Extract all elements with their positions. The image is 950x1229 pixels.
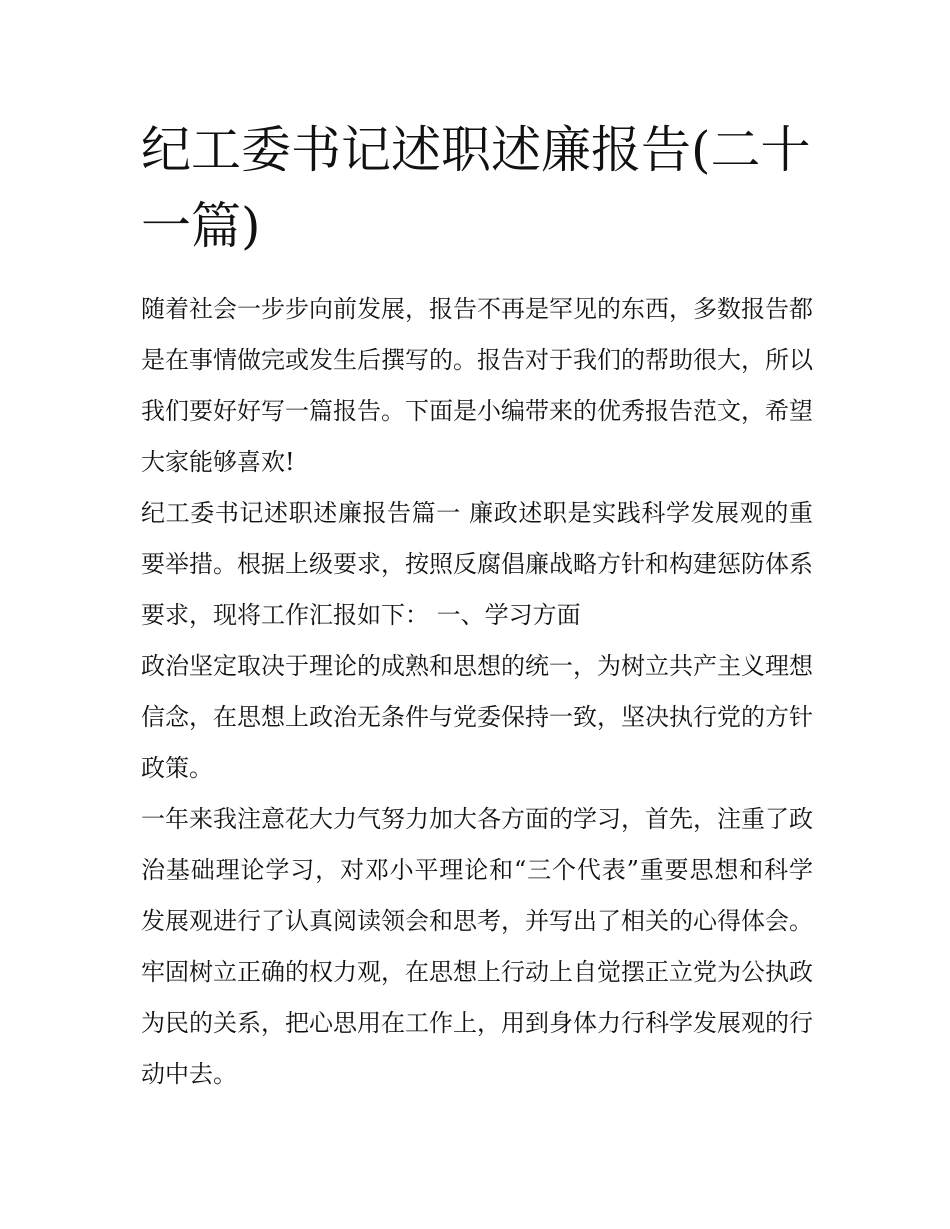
paragraph-study: 一年来我注意花大力气努力加大各方面的学习，首先，注重了政治基础理论学习，对邓小平理论和“三个代表”重要思想和科学发展观进行了认真阅读领会和思考，并写出了相关的心得体会。牢固树立正确的权力观，在思想上行动上自觉摆正立党为公执政为民的关系，把心思用在工作上，用到身体力行科学发展观的行动中去。 xyxy=(141,805,813,1088)
paragraph-intro: 随着社会一步步向前发展，报告不再是罕见的东西，多数报告都是在事情做完或发生后撰写的。报告对于我们的帮助很大，所以我们要好好写一篇报告。下面是小编带来的优秀报告范文，希望大家能够喜欢! xyxy=(141,295,813,476)
paragraph-political-stance: 政治坚定取决于理论的成熟和思想的统一，为树立共产主义理想信念，在思想上政治无条件与党委保持一致，坚决执行党的方针政策。 xyxy=(141,652,813,782)
document-body xyxy=(141,112,813,1100)
document-title: 纪工委书记述职述廉报告(二十一篇) xyxy=(141,121,811,255)
paragraph-section-one: 纪工委书记述职述廉报告篇一 廉政述职是实践科学发展观的重要举措。根据上级要求，按照反腐倡廉战略方针和构建惩防体系要求，现将工作汇报如下： 一、学习方面 xyxy=(141,499,813,629)
